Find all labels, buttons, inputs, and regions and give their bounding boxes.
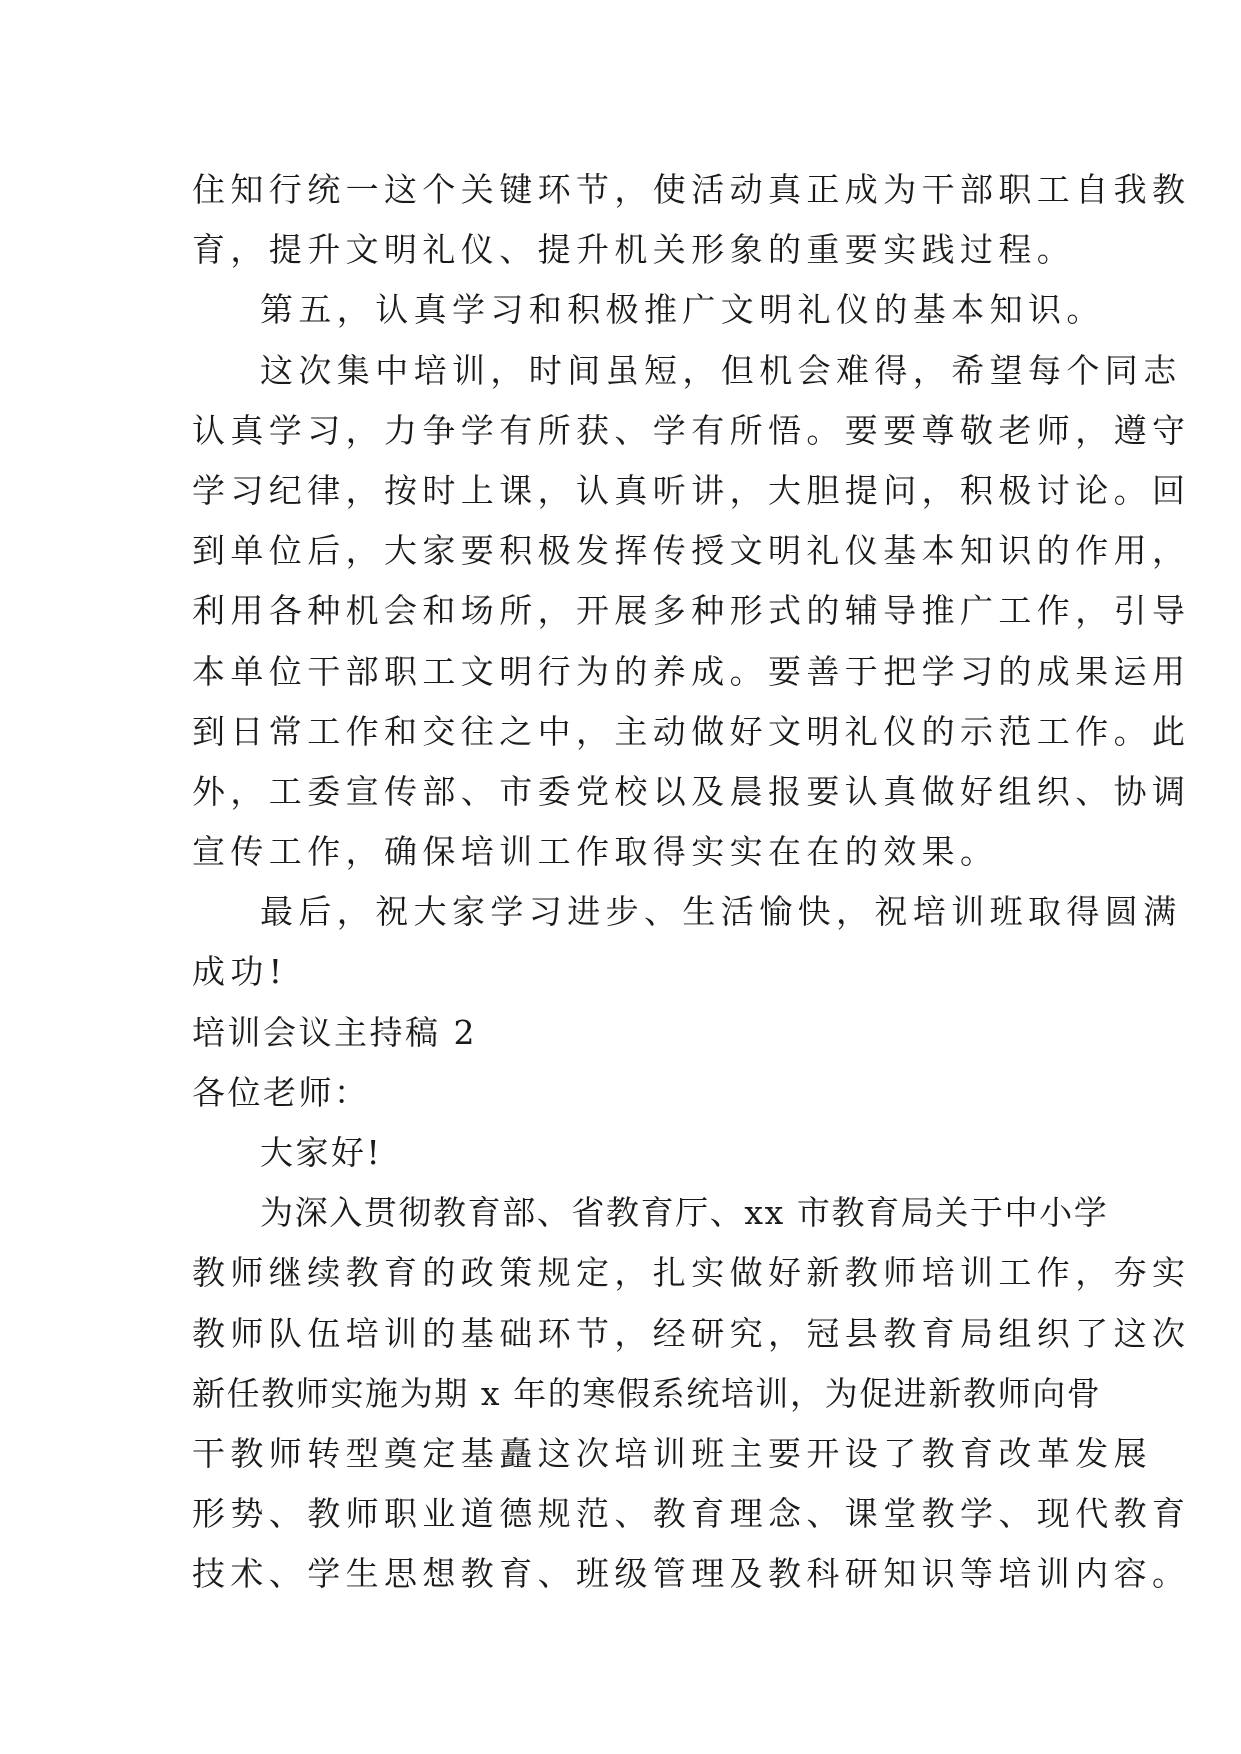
text-line: 利用各种机会和场所，开展多种形式的辅导推广工作，引导 [192,591,1191,631]
document-title: 培训会议主持稿 2 [192,1012,477,1052]
section-heading: 第五，认真学习和积极推广文明礼仪的基本知识。 [260,290,1105,330]
text-line: 外，工委宣传部、市委党校以及晨报要认真做好组织、协调 [192,771,1191,811]
text-line: 认真学习，力争学有所获、学有所悟。要要尊敬老师，遵守 [192,410,1191,450]
text-line: 到单位后，大家要积极发挥传授文明礼仪基本知识的作用， [192,531,1191,571]
text-line: 教师继续教育的政策规定，扎实做好新教师培训工作，夯实 [192,1253,1191,1293]
text-line: 技术、学生思想教育、班级管理及教科研知识等培训内容。 [192,1554,1191,1594]
text-line: 学习纪律，按时上课，认真听讲，大胆提问，积极讨论。回 [192,470,1191,510]
text-line: 最后，祝大家学习进步、生活愉快，祝培训班取得圆满 [260,892,1182,932]
text-line: 宣传工作，确保培训工作取得实实在在的效果。 [192,832,999,872]
text-line: 到日常工作和交往之中，主动做好文明礼仪的示范工作。此 [192,711,1191,751]
text-line: 形势、教师职业道德规范、教育理念、课堂教学、现代教育 [192,1494,1191,1534]
text-line: 本单位干部职工文明行为的养成。要善于把学习的成果运用 [192,651,1191,691]
text-line: 育，提升文明礼仪、提升机关形象的重要实践过程。 [192,230,1076,270]
text-line: 新任教师实施为期 x 年的寒假系统培训，为促进新教师向骨 [192,1373,1102,1413]
text-line: 这次集中培训，时间虽短，但机会难得，希望每个同志 [260,350,1182,390]
text-line: 住知行统一这个关键环节，使活动真正成为干部职工自我教 [192,170,1191,209]
text-line: 干教师转型奠定基矗这次培训班主要开设了教育改革发展 [192,1433,1152,1473]
greeting: 大家好! [260,1133,383,1172]
text-line: 为深入贯彻教育部、省教育厅、xx 市教育局关于中小学 [260,1193,1109,1233]
text-line: 成功! [192,952,288,992]
text-line: 教师队伍培训的基础环节，经研究，冠县教育局组织了这次 [192,1313,1191,1353]
salutation: 各位老师： [192,1072,370,1112]
document-body [192,160,1191,1605]
